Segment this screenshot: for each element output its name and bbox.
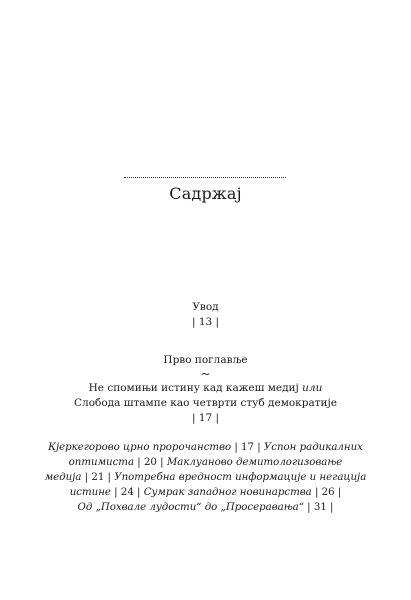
subsection-title: Успон радикалних [263,442,363,453]
subsection-title: Маклуаново демитологизовање [166,457,343,468]
subsection-page: | 20 | [134,457,167,468]
subsection-title: Употребна вредност информације и негација [114,472,367,483]
subsection-title: медија [44,472,82,483]
intro-page-number: | 13 | [191,316,220,328]
subsection-page: | 26 | [311,487,342,498]
chapter-1-entry [0,353,411,426]
subsection-title: Сумрак западног новинарства [143,487,312,498]
intro-title: Увод [192,301,219,313]
chapter-1-title-line-2: Слобода штампе као четврти стуб демократије [73,397,338,409]
subsection-page: | 17 | [231,442,264,453]
chapter-1-title-line-1: Не спомињи истину кад кажеш медиј или [88,382,323,394]
tilde-ornament: ~ [200,367,211,381]
dotted-divider [124,177,286,178]
contents-heading: Садржај [169,184,242,203]
subsection-page: | 21 | [81,472,115,483]
subsection-title: Кјеркегорово црно пророчанство [48,442,232,453]
subsection-page: | 31 | [303,502,334,513]
subsection-title: истине [69,487,111,498]
subsection-title: Од „Похвале лудости“ до „Просеравања“ [77,502,304,513]
chapter-1-subsections [0,440,411,515]
subsection-page: | 24 | [110,487,144,498]
subsection-title: оптимиста [68,457,135,468]
chapter-1-label: Прво поглавље [163,354,248,366]
intro-entry [0,300,411,330]
chapter-1-page-number: | 17 | [191,412,220,424]
